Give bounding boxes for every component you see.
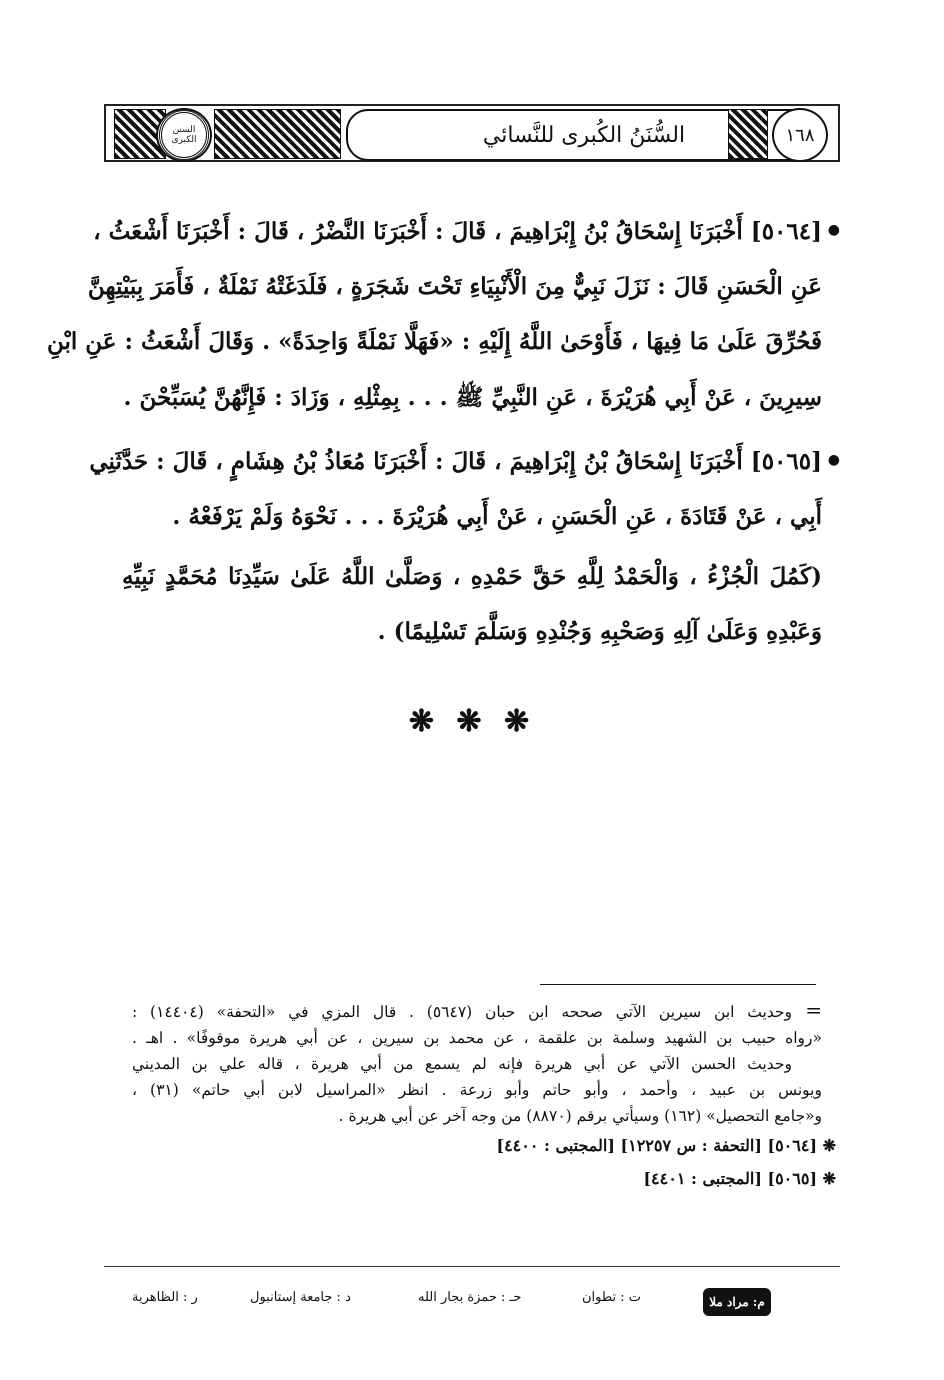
continuation-mark: =: [805, 998, 822, 1022]
hadith-5065-line-1: [٥٠٦٥] أَخْبَرَنَا إِسْحَاقُ بْنُ إِبْرَاهِيمَ ، قَالَ : أَخْبَرَنَا مُعَاذُ بْنُ هِشَامٍ ، قَالَ : حَدَّثَنِي: [89, 448, 822, 475]
manuscript-badge: م: مراد ملا: [703, 1288, 771, 1316]
logo-medallion: [156, 108, 212, 162]
footer-source-r: ر : الظاهرية: [132, 1290, 198, 1305]
reference-5065: ❋ [٥٠٦٥] [المجتبى : ٤٤٠١]: [643, 1169, 836, 1188]
footnote-line: وحديث ابن سيرين الآتي صححه ابن حبان (٥٦٤٧) . قال المزي في «التحفة» (١٤٤٠٤) :: [132, 1003, 793, 1021]
book-title: السُّنَنُ الكُبرى للنَّسائي: [482, 122, 686, 148]
ornament-band-left: [214, 109, 341, 159]
page-number: ١٦٨: [785, 124, 815, 146]
hadith-5064-line-4: سِيرِينَ ، عَنْ أَبِي هُرَيْرَةَ ، عَنِ النَّبِيِّ ﷺ . . . بِمِثْلِهِ ، وَزَادَ : فَإِنَّهُنَّ يُسَبِّحْنَ .: [123, 384, 822, 411]
hadith-5064-line-3: فَحُرِّقَ عَلَىٰ مَا فِيهَا ، فَأَوْحَىٰ اللَّهُ إِلَيْهِ : «فَهَلَّا نَمْلَةً وَاحِدَةً» . وَقَالَ أَشْعَثُ : عَنِ ابْنِ: [46, 328, 822, 355]
bullet-icon: ●: [827, 222, 840, 238]
section-separator: ❋ ❋ ❋: [408, 704, 536, 739]
closing-line-1: (كَمُلَ الْجُزْءُ ، وَالْحَمْدُ لِلَّهِ حَقَّ حَمْدِهِ ، وَصَلَّىٰ اللَّهُ عَلَىٰ سَيِّدِنَا مُحَمَّدٍ نَبِيِّهِ: [122, 563, 822, 590]
logo-text: السنن الكبرى: [159, 110, 209, 160]
footnote-line: «رواه حبيب بن الشهيد وسلمة بن علقمة ، عن محمد بن سيرين ، عن أبي هريرة موقوفًا» . اهـ .: [132, 1029, 822, 1047]
hadith-5065-line-2: أَبِي ، عَنْ قَتَادَةَ ، عَنِ الْحَسَنِ ، عَنْ أَبِي هُرَيْرَةَ . . . نَحْوَهُ وَلَمْ يَرْفَعْهُ .: [172, 503, 822, 530]
bullet-icon: ●: [827, 452, 840, 468]
footer-source-t: ت : تطوان: [582, 1290, 642, 1305]
page-number-medallion: [772, 108, 828, 162]
reference-5064: ❋ [٥٠٦٤] [التحفة : س ١٢٢٥٧] [المجتبى : ٤٤٠٠]: [496, 1136, 836, 1155]
page-header: [104, 104, 840, 162]
footnote-line: وحديث الحسن الآتي عن أبي هريرة فإنه لم يسمع من أبي هريرة ، قاله علي بن المديني: [132, 1055, 792, 1073]
closing-line-2: وَعَبْدِهِ وَعَلَىٰ آلِهِ وَصَحْبِهِ وَجُنْدِهِ وَسَلَّمَ تَسْلِيمًا) .: [377, 618, 822, 645]
footer-divider: [104, 1266, 840, 1267]
hadith-5064-line-2: عَنِ الْحَسَنِ قَالَ : نَزَلَ نَبِيٌّ مِنَ الْأَنْبِيَاءِ تَحْتَ شَجَرَةٍ ، فَلَدَغَتْهُ نَمْلَةٌ ، فَأَمَرَ بِبَيْتِهِنَّ: [87, 273, 822, 300]
hadith-5064-line-1: [٥٠٦٤] أَخْبَرَنَا إِسْحَاقُ بْنُ إِبْرَاهِيمَ ، قَالَ : أَخْبَرَنَا النَّضْرُ ، قَالَ : أَخْبَرَنَا أَشْعَثُ ،: [93, 218, 822, 245]
footer-source-h: حـ : حمزة بجار الله: [418, 1290, 522, 1305]
footnote-line: ويونس بن عبيد ، وأحمد ، وأبو حاتم وأبو زرعة . انظر «المراسيل لابن أبي حاتم» (٣١) ،: [132, 1081, 822, 1099]
ornament-band-right: [728, 109, 768, 159]
footnote-line: و«جامع التحصيل» (١٦٢) وسيأتي برقم (٨٨٧٠) من وجه آخر عن أبي هريرة .: [338, 1107, 822, 1125]
footnote-divider: [540, 984, 816, 985]
footer-source-d: د : جامعة إستانبول: [250, 1290, 351, 1305]
